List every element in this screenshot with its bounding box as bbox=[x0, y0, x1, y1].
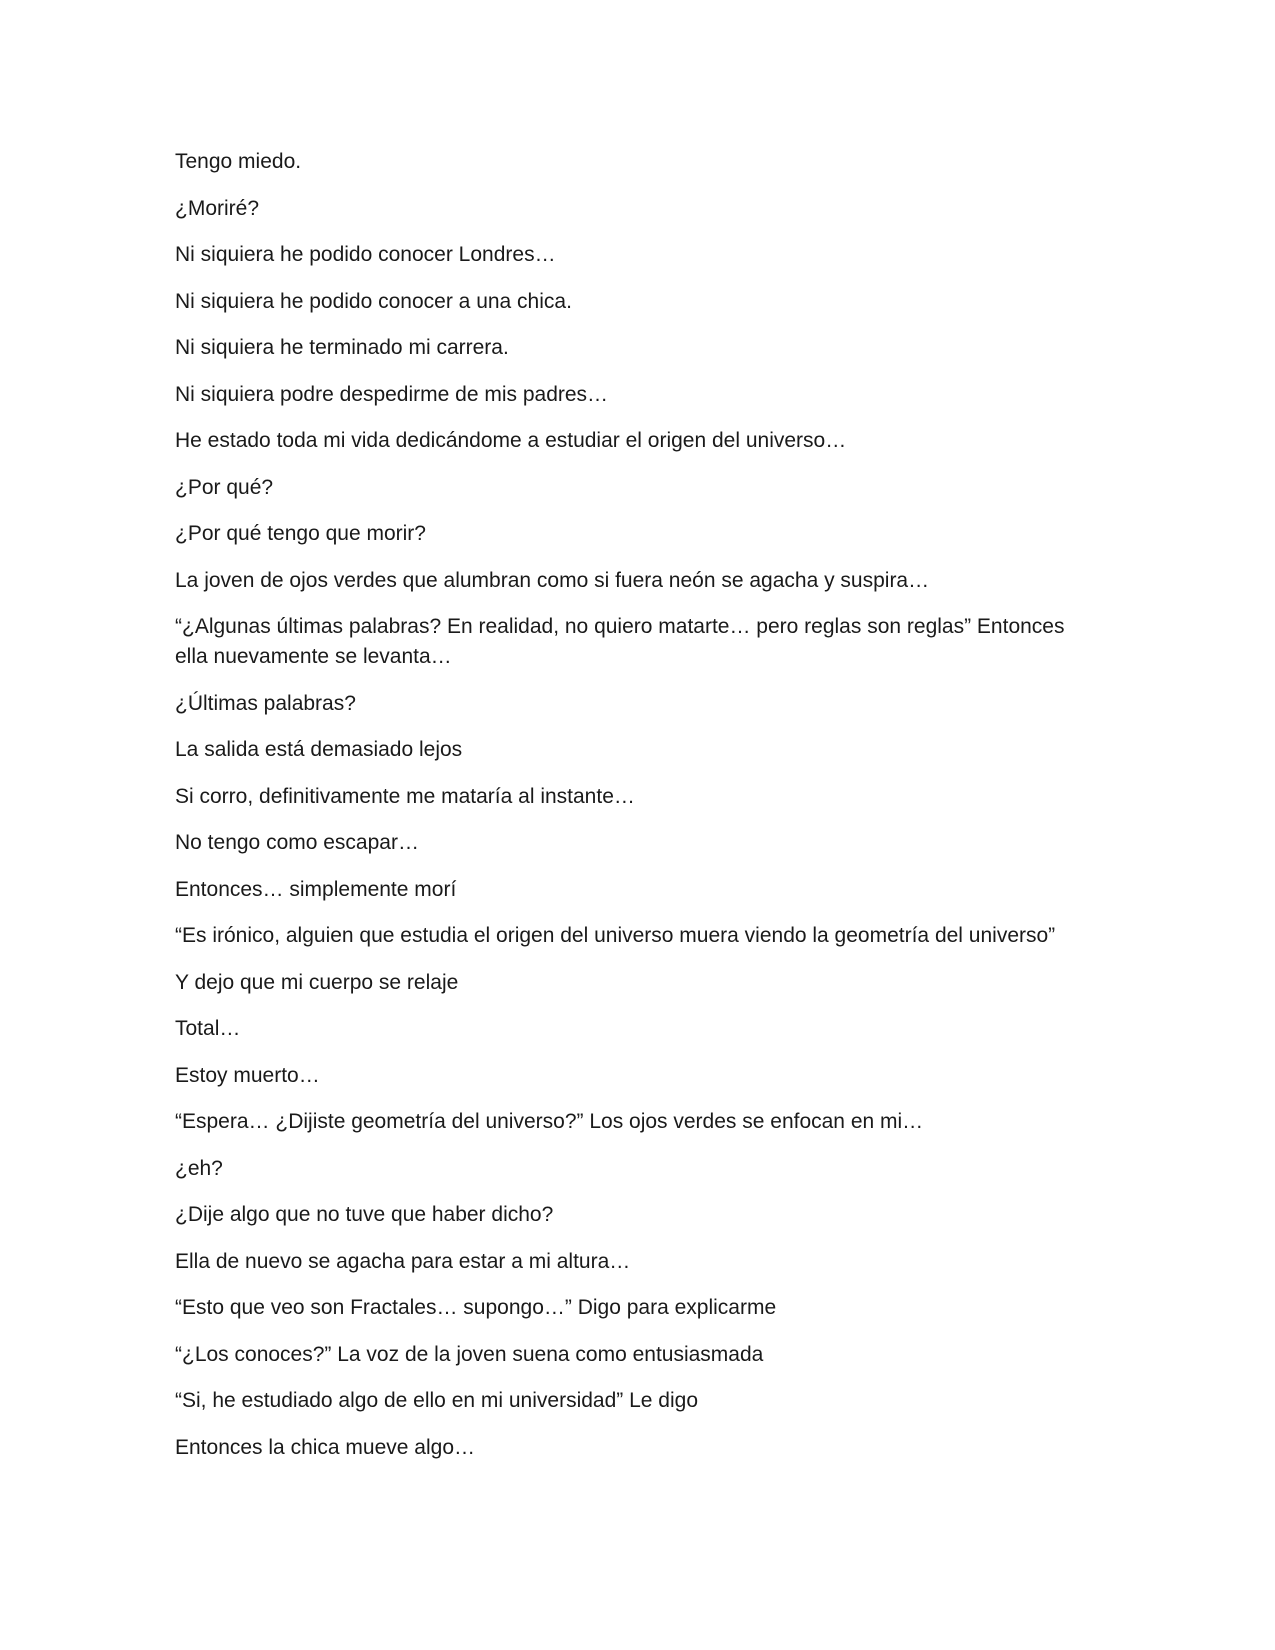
paragraph: Ni siquiera he terminado mi carrera. bbox=[175, 336, 509, 359]
paragraph: ¿eh? bbox=[175, 1156, 223, 1180]
paragraph: Si corro, definitivamente me mataría al instante… bbox=[175, 784, 635, 808]
paragraph: “Esto que veo son Fractales… supongo…” Digo para explicarme bbox=[175, 1296, 777, 1319]
paragraph: Ella de nuevo se agacha para estar a mi altura… bbox=[175, 1249, 631, 1273]
paragraph: ¿Últimas palabras? bbox=[175, 691, 356, 715]
paragraph: “¿Algunas últimas palabras? En realidad, no quiero matarte… pero reglas son reglas” Entonces ella nuevamente se levanta… bbox=[175, 615, 1065, 668]
paragraph: “Espera… ¿Dijiste geometría del universo?” Los ojos verdes se enfocan en mi… bbox=[175, 1110, 924, 1133]
story-text bbox=[175, 147, 1095, 1479]
paragraph: ¿Por qué tengo que morir? bbox=[175, 522, 426, 545]
paragraph: La joven de ojos verdes que alumbran como si fuera neón se agacha y suspira… bbox=[175, 568, 930, 592]
paragraph: Y dejo que mi cuerpo se relaje bbox=[175, 970, 459, 994]
paragraph: No tengo como escapar… bbox=[175, 831, 419, 854]
paragraph: Ni siquiera he podido conocer a una chica. bbox=[175, 289, 572, 313]
paragraph: “Es irónico, alguien que estudia el origen del universo muera viendo la geometría del universo” bbox=[175, 924, 1056, 947]
paragraph: ¿Dije algo que no tuve que haber dicho? bbox=[175, 1203, 554, 1226]
paragraph: “¿Los conoces?” La voz de la joven suena como entusiasmada bbox=[175, 1342, 764, 1366]
paragraph: Entonces la chica mueve algo… bbox=[175, 1435, 475, 1459]
paragraph: ¿Moriré? bbox=[175, 196, 260, 220]
paragraph: Ni siquiera he podido conocer Londres… bbox=[175, 243, 556, 266]
paragraph: Entonces… simplemente morí bbox=[175, 877, 457, 901]
paragraph: La salida está demasiado lejos bbox=[175, 738, 463, 761]
paragraph: Total… bbox=[175, 1017, 241, 1040]
paragraph: Tengo miedo. bbox=[175, 150, 302, 173]
paragraph: ¿Por qué? bbox=[175, 475, 274, 499]
paragraph: Estoy muerto… bbox=[175, 1063, 320, 1087]
paragraph: “Si, he estudiado algo de ello en mi universidad” Le digo bbox=[175, 1389, 699, 1412]
paragraph: He estado toda mi vida dedicándome a estudiar el origen del universo… bbox=[175, 429, 847, 452]
paragraph: Ni siquiera podre despedirme de mis padres… bbox=[175, 382, 609, 406]
